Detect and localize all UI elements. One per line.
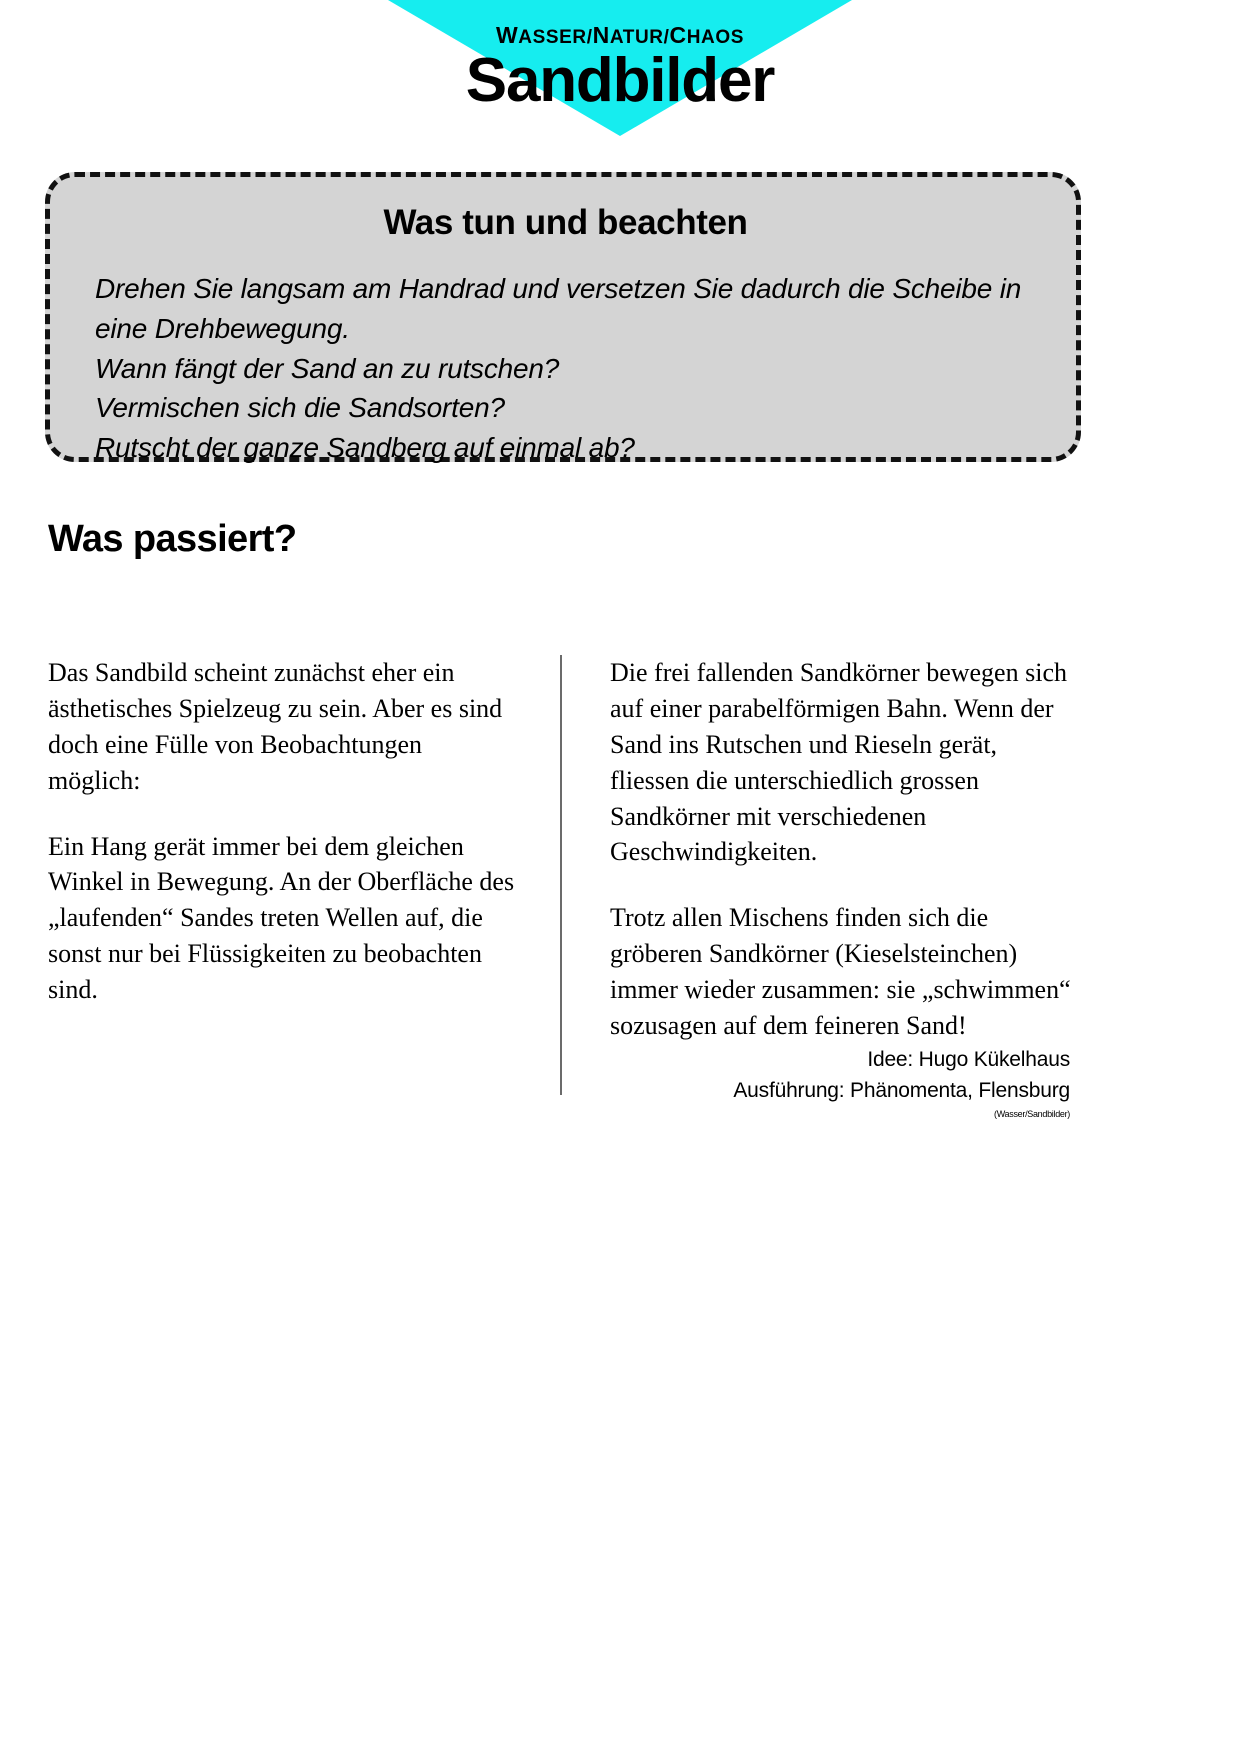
kicker-n: N [592, 22, 610, 48]
kicker-w: W [495, 22, 519, 48]
category-kicker [0, 22, 1240, 49]
instruction-line: Drehen Sie langsam am Handrad und versetzen Sie dadurch die Scheibe in eine Drehbewegung. [95, 273, 1022, 344]
right-column-text [610, 655, 1072, 1044]
page-header [0, 0, 1240, 142]
kicker-asser: ASSER [518, 27, 587, 48]
paragraph: Das Sandbild scheint zunächst eher ein ästhetisches Spielzeug zu sein. Aber es sind doch eine Fülle von Beobachtungen möglich: [48, 658, 503, 795]
body-columns [48, 655, 1088, 1119]
attribution-footer [610, 1044, 1072, 1122]
instruction-line: Vermischen sich die Sandsorten? [95, 392, 505, 424]
instruction-box-title: Was tun und beachten [383, 203, 748, 242]
left-column [48, 655, 560, 1095]
paragraph: Die frei fallenden Sandkörner bewegen sich auf einer parabelförmigen Bahn. Wenn der Sand ins Rutschen und Rieseln gerät, fliessen die unterschiedlich grossen Sandkörner mit verschiedenen Geschwindigkeiten. [610, 658, 1067, 867]
kicker-c: C [669, 22, 687, 48]
instruction-box [45, 172, 1081, 462]
paragraph: Trotz allen Mischens finden sich die gröberen Sandkörner (Kieselsteinchen) immer wieder zusammen: sie „schwimmen“ sozusagen auf dem feineren Sand! [610, 903, 1071, 1040]
page-title: Sandbilder [465, 46, 775, 115]
kicker-slash-2: / [663, 27, 670, 48]
instruction-line: Rutscht der ganze Sandberg auf einmal ab? [95, 432, 635, 463]
kicker-slash-1: / [586, 27, 593, 48]
right-column [560, 655, 1072, 1119]
kicker-atur: ATUR [609, 27, 664, 48]
attribution-reference: (Wasser/Sandbilder) [994, 1108, 1070, 1119]
attribution-idea: Idee: Hugo Kükelhaus [867, 1047, 1070, 1071]
attribution-execution: Ausführung: Phänomenta, Flensburg [733, 1079, 1070, 1103]
instruction-box-lines [95, 269, 1036, 468]
kicker-haos: HAOS [686, 27, 745, 48]
section-heading: Was passiert? [48, 518, 297, 560]
instruction-line: Wann fängt der Sand an zu rutschen? [95, 352, 560, 384]
paragraph: Ein Hang gerät immer bei dem gleichen Winkel in Bewegung. An der Oberfläche des „laufenden“ Sandes treten Wellen auf, die sonst nur bei Flüssigkeiten zu beobachten sind. [48, 831, 515, 1004]
